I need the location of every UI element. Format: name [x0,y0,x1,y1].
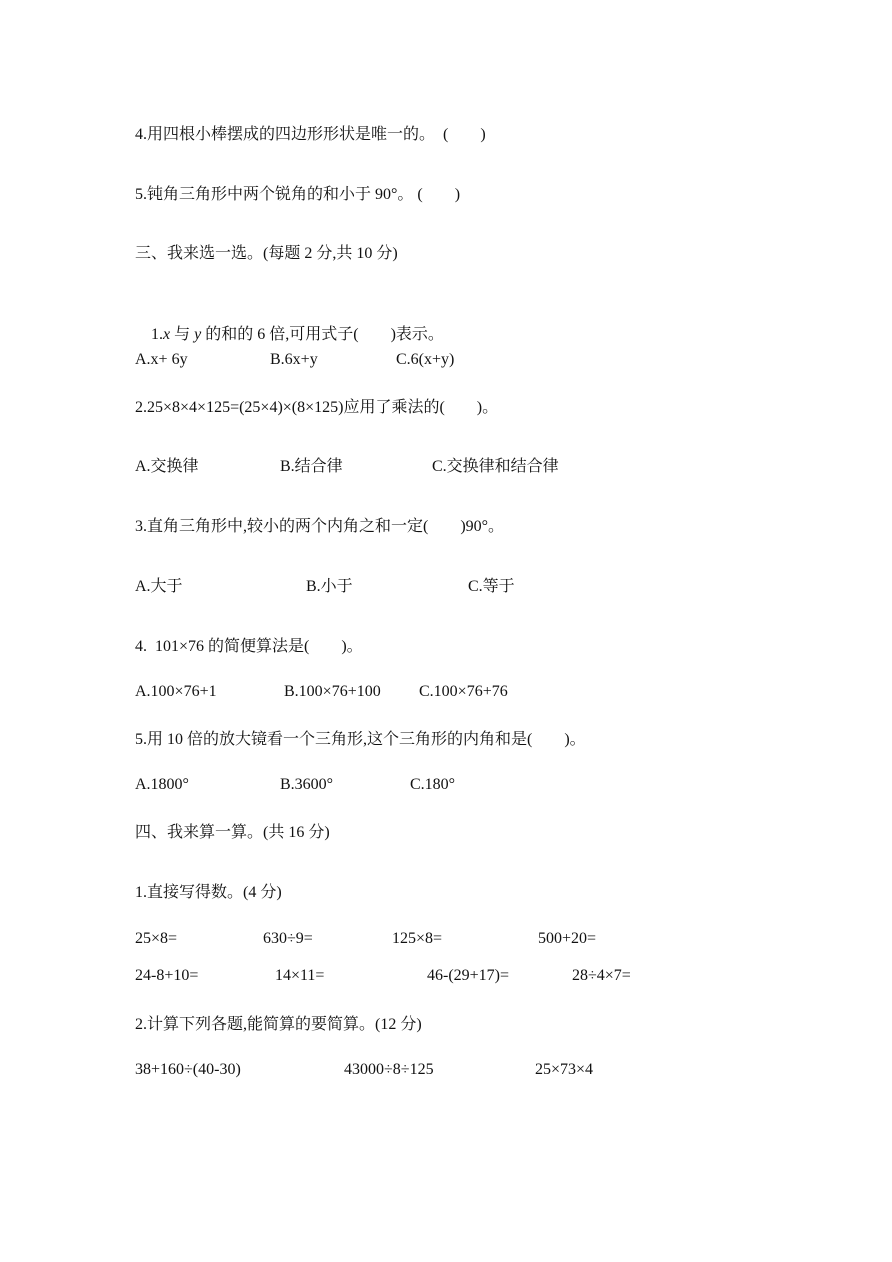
choice-q2-option-c: C.交换律和结合律 [432,458,559,475]
calc-item: 38+160÷(40-30) [135,1061,241,1078]
choice-q4-option-c: C.100×76+76 [419,683,508,700]
calc-item: 25×73×4 [535,1061,594,1078]
choice-q4-option-a: A.100×76+1 [135,683,217,700]
section-3-title: 三、我来选一选。(每题 2 分,共 10 分) [135,245,398,262]
stem-suffix: 的和的 6 倍,可用式子( )表示。 [201,326,444,343]
variable-y: y [194,326,202,343]
calc-sub1-title: 1.直接写得数。(4 分) [135,884,282,901]
stem-mid: 与 [170,326,195,343]
choice-q5-option-c: C.180° [410,776,456,793]
choice-q1-option-c: C.6(x+y) [396,351,455,368]
calc-item: 125×8= [392,930,443,947]
choice-q3-option-c: C.等于 [468,578,515,595]
calc-item: 28÷4×7= [572,967,631,984]
calc-sub2-title: 2.计算下列各题,能简算的要简算。(12 分) [135,1016,422,1033]
choice-question-4-stem: 4. 101×76 的简便算法是( )。 [135,638,363,655]
calc-item: 24-8+10= [135,967,199,984]
choice-q2-option-a: A.交换律 [135,458,199,475]
choice-question-2-stem: 2.25×8×4×125=(25×4)×(8×125)应用了乘法的( )。 [135,399,499,416]
variable-x: x [163,326,171,343]
judge-question-4: 4.用四根小棒摆成的四边形形状是唯一的。 ( ) [135,126,486,143]
calc-item: 46-(29+17)= [427,967,510,984]
calc-item: 25×8= [135,930,178,947]
choice-q2-option-b: B.结合律 [280,458,343,475]
calc-item: 14×11= [275,967,325,984]
calc-item: 43000÷8÷125 [344,1061,434,1078]
choice-question-5-stem: 5.用 10 倍的放大镜看一个三角形,这个三角形的内角和是( )。 [135,731,586,748]
choice-q3-option-b: B.小于 [306,578,353,595]
choice-q3-option-a: A.大于 [135,578,183,595]
choice-q1-option-a: A.x+ 6y [135,351,188,368]
judge-question-5: 5.钝角三角形中两个锐角的和小于 90°。 ( ) [135,186,461,203]
choice-q1-option-b: B.6x+y [270,351,318,368]
choice-q5-option-b: B.3600° [280,776,334,793]
section-4-title: 四、我来算一算。(共 16 分) [135,824,330,841]
choice-q4-option-b: B.100×76+100 [284,683,381,700]
choice-q5-option-a: A.1800° [135,776,189,793]
stem-prefix: 1. [151,326,163,343]
choice-question-3-stem: 3.直角三角形中,较小的两个内角之和一定( )90°。 [135,518,505,535]
calc-item: 500+20= [538,930,597,947]
calc-item: 630÷9= [263,930,313,947]
